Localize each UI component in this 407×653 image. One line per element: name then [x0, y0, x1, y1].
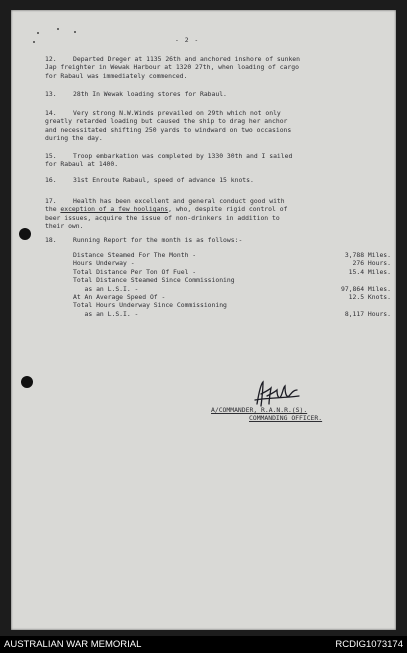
paragraph-15	[45, 152, 385, 169]
paragraph-line: Troop embarkation was completed by 1330 30th and I sailed	[73, 152, 293, 160]
paragraph-number: 15.	[45, 152, 57, 160]
paragraph-line: for Rabaul at 1400.	[45, 160, 119, 169]
running-report-row	[73, 259, 391, 267]
paragraph-number: 12.	[45, 55, 57, 63]
archive-name: AUSTRALIAN WAR MEMORIAL	[4, 639, 142, 650]
report-value: 15.4 Miles.	[348, 267, 391, 276]
archive-footer	[0, 636, 407, 653]
running-report-row	[73, 293, 391, 301]
running-report-row	[73, 285, 391, 293]
paragraph-line: during the day.	[45, 134, 103, 143]
paragraph-line: 31st Enroute Rabaul, speed of advance 15 knots.	[73, 176, 254, 184]
paragraph-line: and necessitated shifting 250 yards to windward on two occasions	[45, 125, 292, 134]
scan-speck	[33, 41, 35, 43]
paragraph-line: Very strong N.W.Winds prevailed on 29th which not only	[73, 109, 281, 117]
paragraph-14	[45, 109, 385, 143]
paragraph-line: their own.	[45, 222, 84, 231]
paragraph-line: 28th In Wewak loading stores for Rabaul.	[73, 90, 227, 98]
paragraph-18	[45, 236, 385, 244]
paragraph-line: greatly retarded loading but caused the ship to drag her anchor	[45, 117, 288, 126]
signatory-title: COMMANDING OFFICER.	[249, 414, 323, 423]
paragraph-number: 17.	[45, 197, 57, 205]
running-report-row	[73, 268, 391, 276]
page-number: - 2 -	[175, 36, 200, 44]
report-label: Total Hours Underway Since Commissioning	[73, 301, 227, 310]
paragraph-text: the	[45, 205, 61, 214]
record-id: RCDIG1073174	[335, 639, 403, 650]
running-report-row	[73, 276, 391, 284]
punch-hole	[19, 228, 31, 240]
report-label: Distance Steamed For The Month -	[73, 251, 197, 259]
paragraph-number: 14.	[45, 109, 57, 117]
paragraph-line: Jap freighter in Wewak Harbour at 1320 27th, when loading of cargo	[45, 63, 299, 72]
scan-speck	[74, 31, 76, 33]
paragraph-number: 13.	[45, 90, 57, 98]
punch-hole	[21, 376, 33, 388]
report-label: Hours Underway -	[73, 259, 135, 268]
running-report-row	[73, 251, 391, 259]
paragraph-13	[45, 90, 385, 98]
underlined-phrase: exception of a few hooligans	[60, 205, 169, 214]
running-report-table	[73, 251, 391, 318]
report-value: 12.5 Knots.	[348, 292, 391, 301]
report-value: 276 Hours.	[352, 259, 391, 268]
report-label: as an L.S.I. -	[73, 309, 139, 318]
paragraph-line	[45, 205, 385, 213]
paragraph-line: Departed Dreger at 1135 26th and anchored inshore of sunken	[73, 55, 301, 63]
paragraph-line: for Rabaul was immediately commenced.	[45, 71, 188, 80]
document-page	[11, 10, 396, 630]
scan-speck	[37, 32, 39, 34]
paragraph-line: beer issues, acquire the issue of non-drinkers in addition to	[45, 213, 280, 222]
running-report-row	[73, 310, 391, 318]
paragraph-16	[45, 176, 385, 184]
report-label: as an L.S.I. -	[73, 284, 139, 293]
report-label: Total Distance Per Ton Of Fuel -	[73, 267, 197, 276]
signatory-rank: A/COMMANDER, R.A.N.R.(S).	[211, 406, 308, 414]
report-value: 8,117 Hours.	[344, 309, 391, 318]
paragraph-12	[45, 55, 385, 80]
paragraph-17	[45, 197, 385, 231]
report-label: Total Distance Steamed Since Commissioning	[73, 276, 235, 285]
paragraph-number: 16.	[45, 176, 57, 184]
report-label: At An Average Speed Of -	[73, 292, 166, 301]
paragraph-number: 18.	[45, 236, 57, 244]
paragraph-text: , who, despite rigid control of	[168, 205, 288, 214]
paragraph-line: Running Report for the month is as follows:-	[73, 236, 243, 244]
report-value: 3,788 Miles.	[344, 251, 391, 259]
signature-block	[211, 406, 322, 423]
report-value: 97,864 Miles.	[340, 284, 391, 293]
scan-speck	[57, 28, 59, 30]
running-report-row	[73, 301, 391, 309]
paragraph-line: Health has been excellent and general conduct good with	[73, 197, 285, 205]
